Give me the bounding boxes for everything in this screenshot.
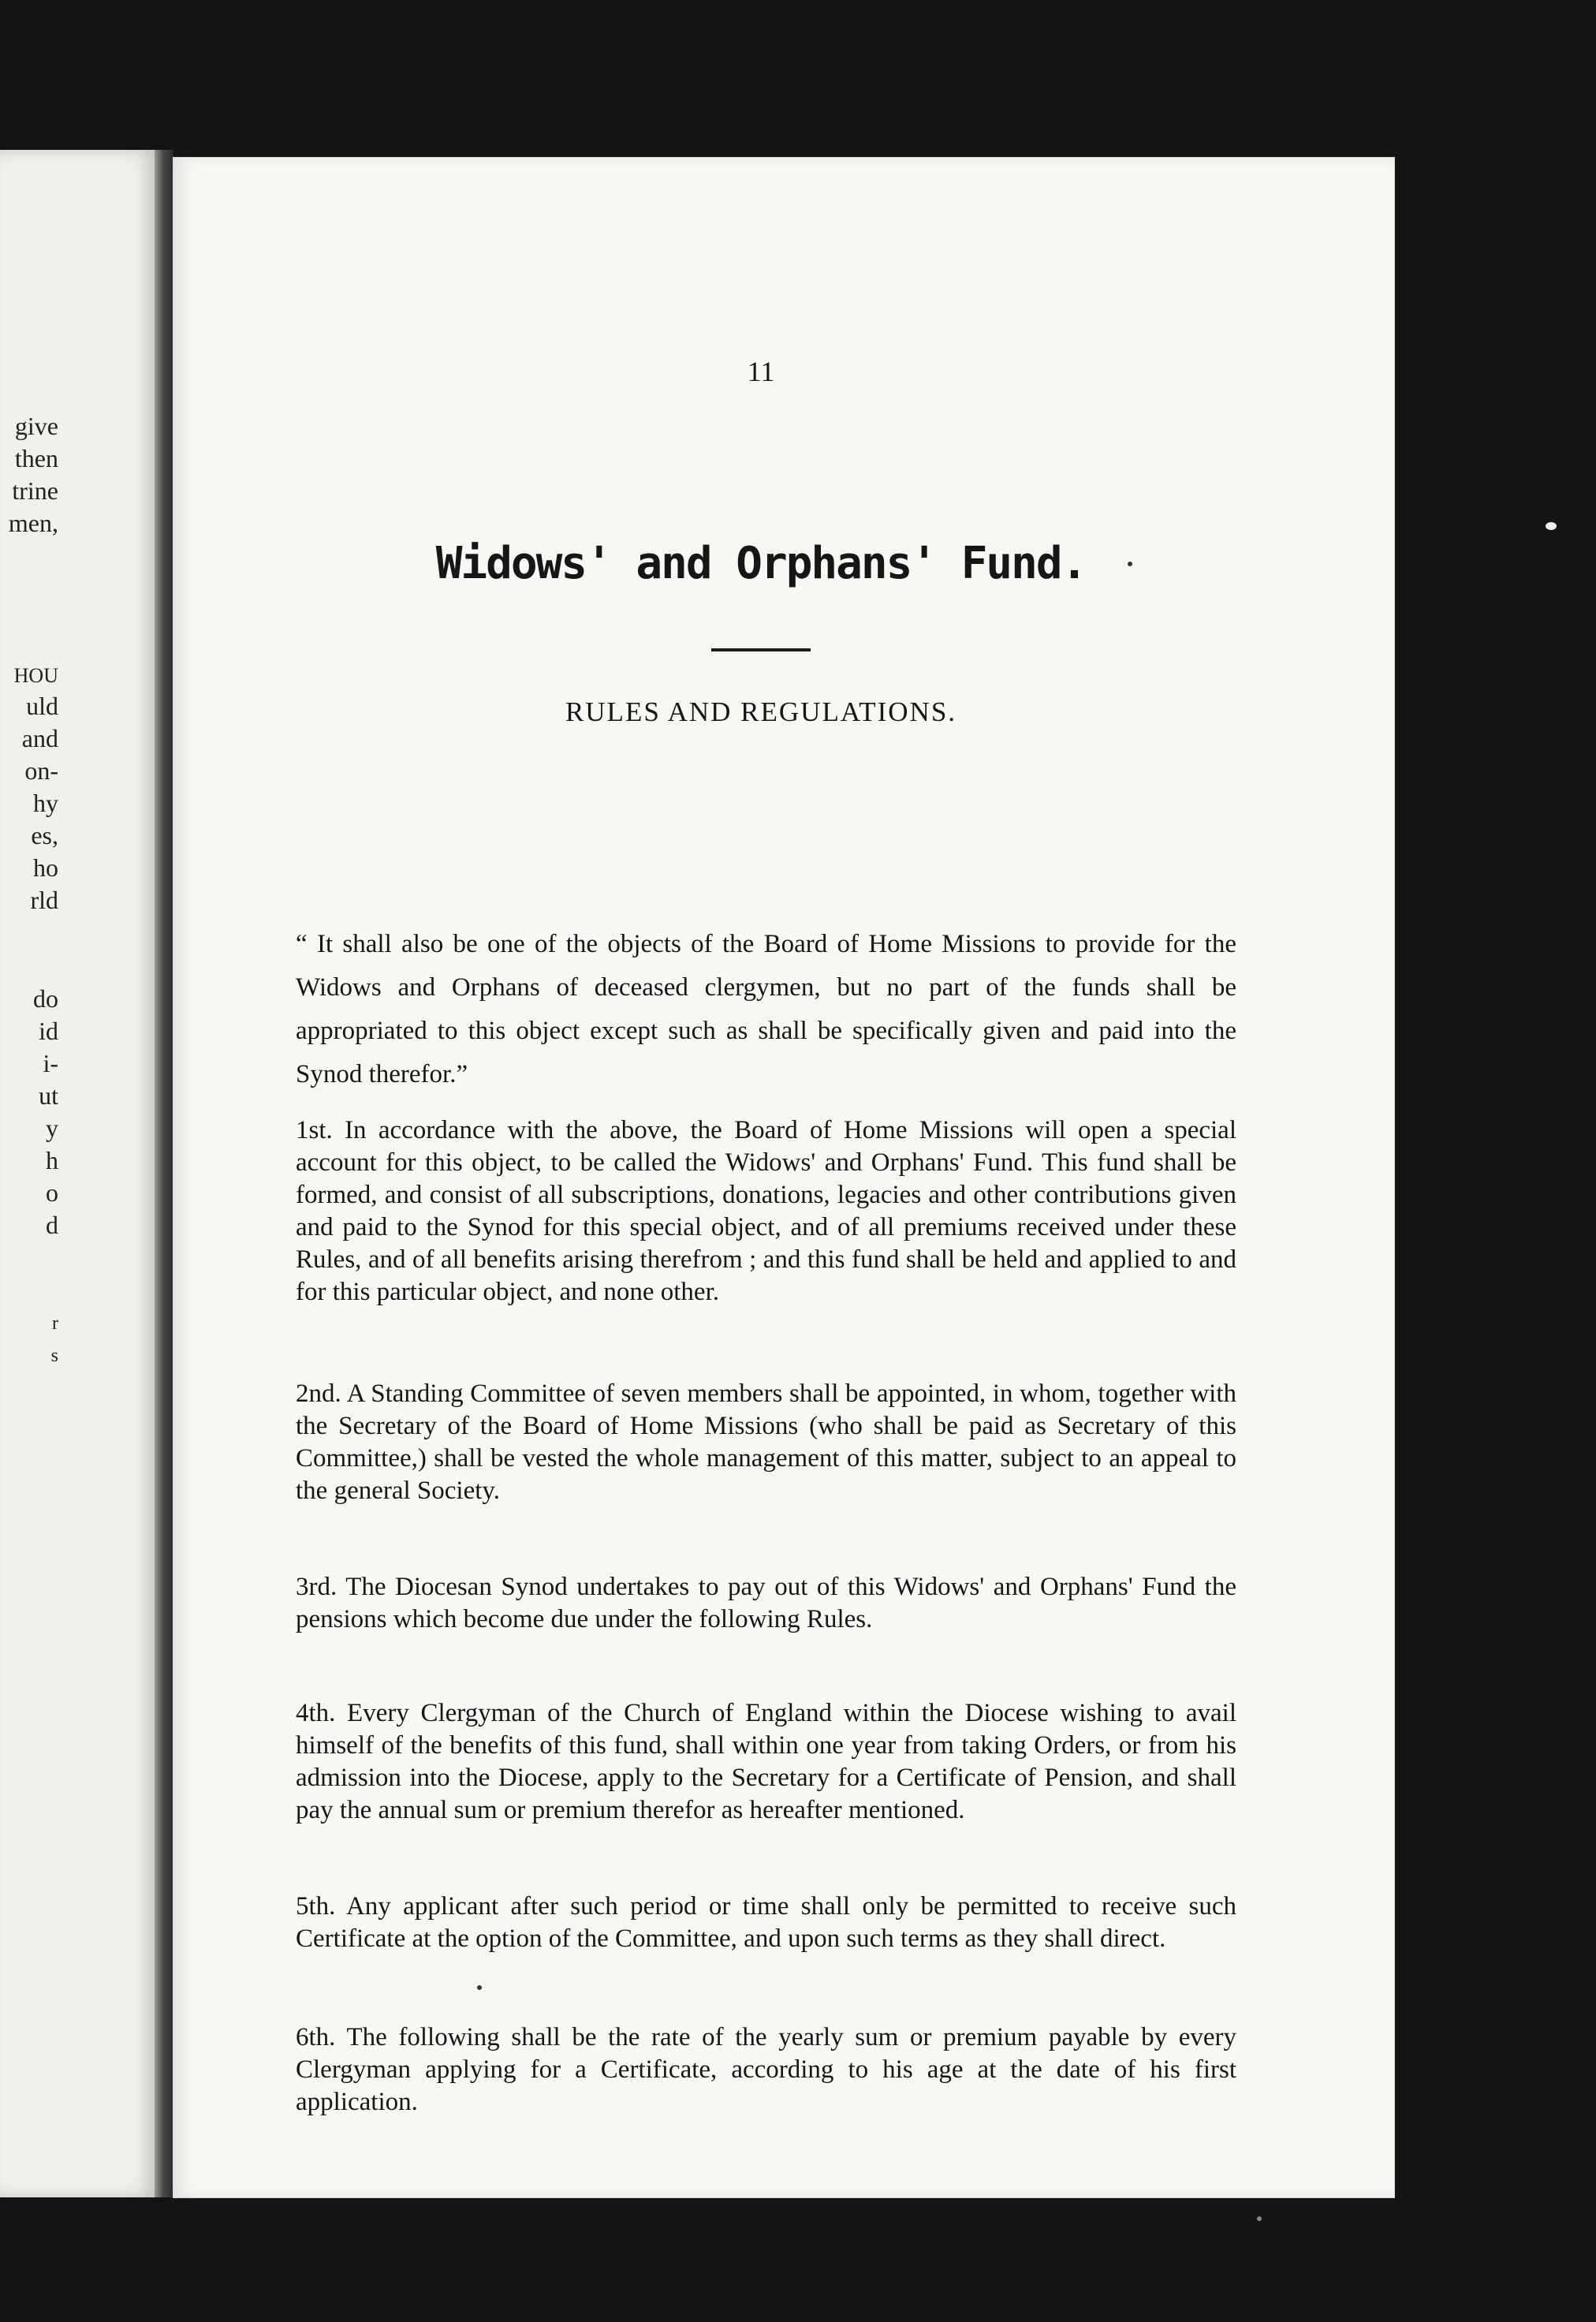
- prev-fragment: ut: [39, 1081, 58, 1110]
- prev-fragment: r: [52, 1313, 58, 1334]
- prev-fragment: and: [21, 724, 58, 752]
- prev-fragment: s: [50, 1346, 58, 1366]
- prev-fragment: hy: [33, 789, 58, 817]
- document-page: [173, 158, 1394, 2197]
- ink-speck: [1128, 562, 1132, 566]
- previous-page-text: [0, 150, 158, 2197]
- prev-fragment: HOU: [13, 664, 58, 687]
- rule-1: 1st. In accordance with the above, the Board of Home Missions will open a special account for this object, to be called the Widows' and Orphans' Fund. This fund shall be formed, and consist of all subscriptions, donations, legacies and other contributions given and paid to the Synod for this special object, and of all premiums received under these Rules, and of all benefits arising therefrom ; and this fund shall be held and applied to and for this particular object, and none other.: [296, 1116, 1236, 1306]
- page-number: 11: [747, 356, 775, 387]
- previous-page: [0, 150, 158, 2197]
- prev-fragment: on-: [24, 756, 58, 785]
- rule-6: 6th. The following shall be the rate of the yearly sum or premium payable by every Clergyman applying for a Certificate, according to his age at the date of his first application.: [296, 2023, 1236, 2116]
- prev-fragment: o: [46, 1178, 58, 1207]
- section-subtitle: RULES AND REGULATIONS.: [565, 696, 957, 727]
- prev-fragment: id: [39, 1017, 58, 1045]
- prev-fragment: es,: [31, 821, 58, 849]
- prev-fragment: trine: [12, 476, 58, 505]
- prev-fragment: d: [46, 1211, 58, 1239]
- prev-fragment: men,: [8, 509, 58, 537]
- prev-fragment: ho: [33, 853, 58, 882]
- intro-quote: “ It shall also be one of the objects of the Board of Home Missions to provide for the Widows and Orphans of deceased clergymen, but no part of the funds shall be appropriated to this object except such as shall be specifically given and paid into the Synod therefor.”: [296, 930, 1236, 1088]
- prev-fragment: then: [14, 444, 58, 472]
- title-divider: [711, 648, 811, 651]
- dust-speck: [1257, 2216, 1262, 2221]
- prev-fragment: give: [14, 412, 58, 440]
- dust-speck: [1546, 522, 1557, 530]
- ink-speck: [477, 1985, 482, 1990]
- rule-5: 5th. Any applicant after such period or time shall only be permitted to receive such Certificate at the option of the Committee, and upon such terms as they shall direct.: [296, 1892, 1236, 1953]
- prev-fragment: i-: [43, 1049, 58, 1077]
- page-title: Widows' and Orphans' Fund.: [435, 538, 1087, 589]
- rule-4: 4th. Every Clergyman of the Church of England within the Diocese wishing to avail himself of the benefits of this fund, shall within one year from taking Orders, or from his admission into the Diocese, apply to the Secretary for a Certificate of Pension, and shall pay the annual sum or premium therefor as hereafter mentioned.: [296, 1699, 1236, 1824]
- book-gutter: [155, 150, 173, 2197]
- prev-fragment: rld: [30, 886, 58, 914]
- prev-fragment: do: [33, 984, 58, 1013]
- prev-fragment: h: [46, 1146, 58, 1174]
- rule-2: 2nd. A Standing Committee of seven members shall be appointed, in whom, together with the Secretary of the Board of Home Missions (who shall be paid as Secretary of this Committee,) shall be vested the whole management of this matter, subject to an appeal to the general Society.: [296, 1379, 1236, 1505]
- prev-fragment: uld: [26, 692, 58, 720]
- rule-3: 3rd. The Diocesan Synod undertakes to pay out of this Widows' and Orphans' Fund the pensions which become due under the following Rules.: [296, 1573, 1236, 1633]
- prev-fragment: y: [46, 1114, 58, 1142]
